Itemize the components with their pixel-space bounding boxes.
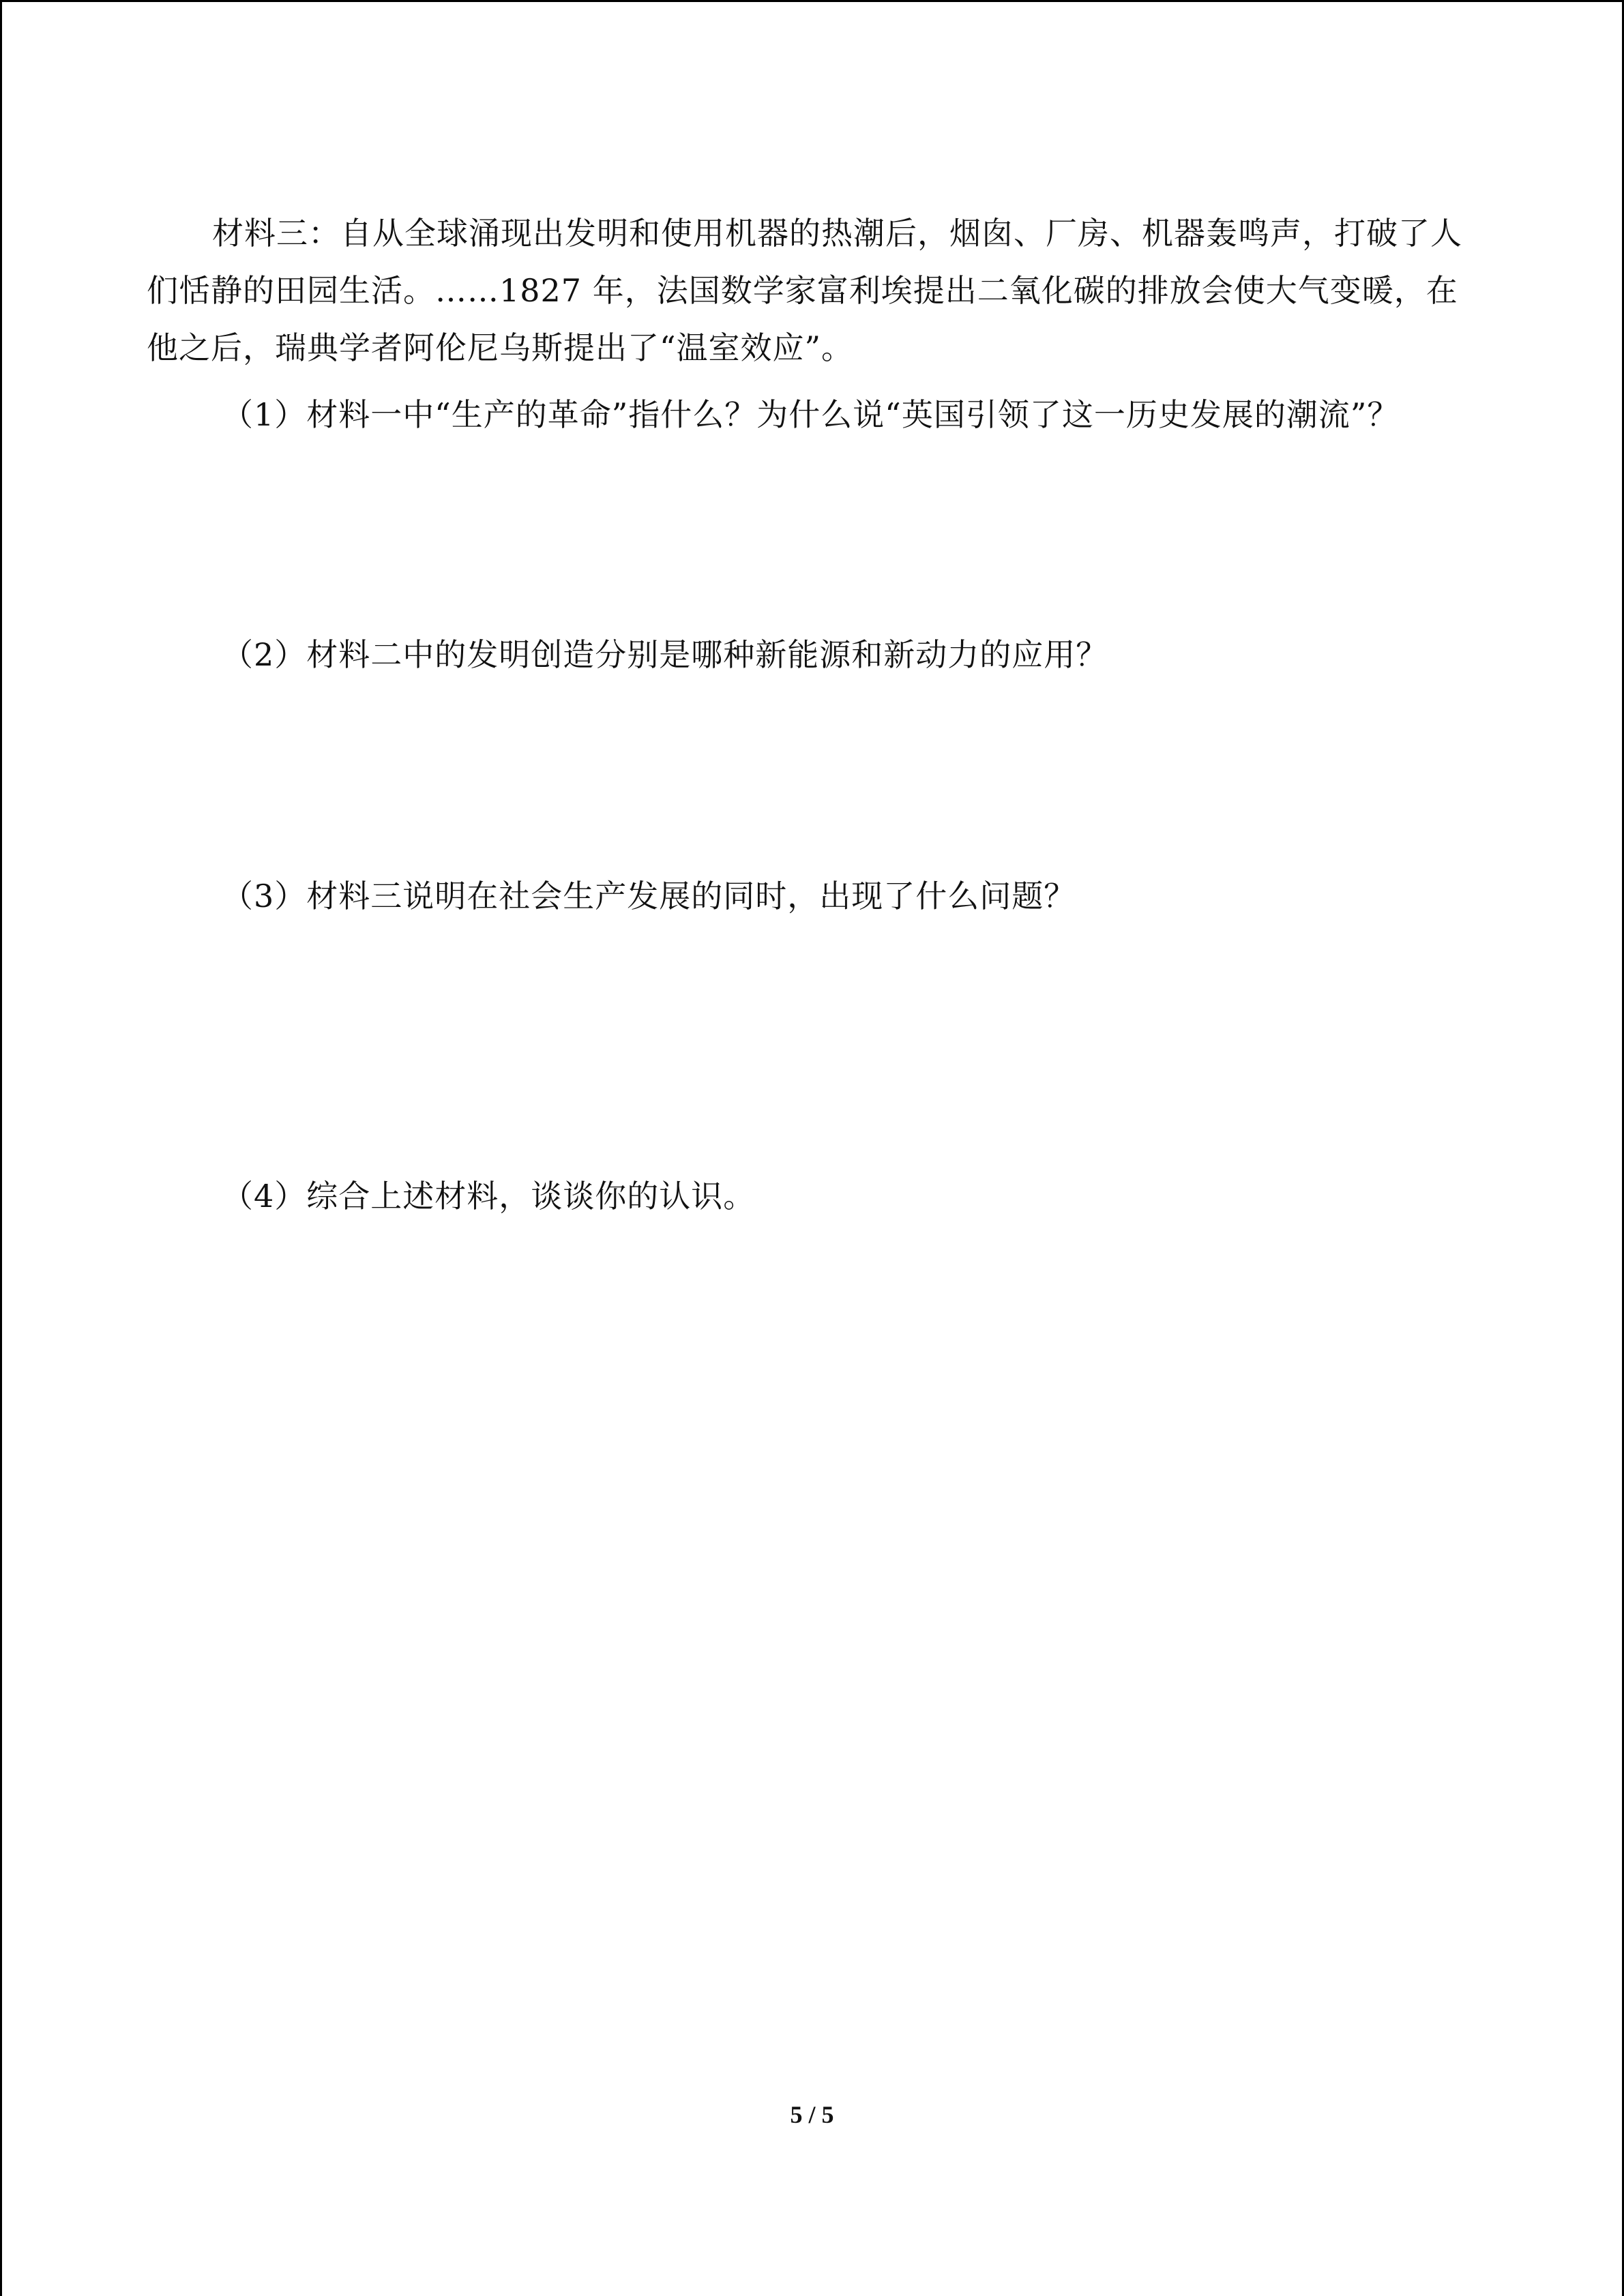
question-4: （4）综合上述材料，谈谈你的认识。 — [222, 1178, 756, 1214]
question-1: （1）材料一中“生产的革命”指什么？为什么说“英国引领了这一历史发展的潮流”？ — [222, 396, 1400, 433]
material-three-paragraph: 材料三：自从全球涌现出发明和使用机器的热潮后，烟囱、厂房、机器轰鸣声，打破了人们恬静的田园生活。……1827 年，法国数学家富利埃提出二氧化碳的排放会使大气变暖，在他之后，瑞典学者阿伦尼乌斯提出了“温室效应”。 — [147, 215, 1462, 366]
material-section — [147, 205, 1470, 376]
question-2: （2）材料二中的发明创造分别是哪种新能源和新动力的应用？ — [222, 636, 1108, 673]
page-number: 5 / 5 — [790, 2101, 834, 2128]
question-3: （3）材料三说明在社会生产发展的同时，出现了什么问题？ — [222, 878, 1076, 914]
